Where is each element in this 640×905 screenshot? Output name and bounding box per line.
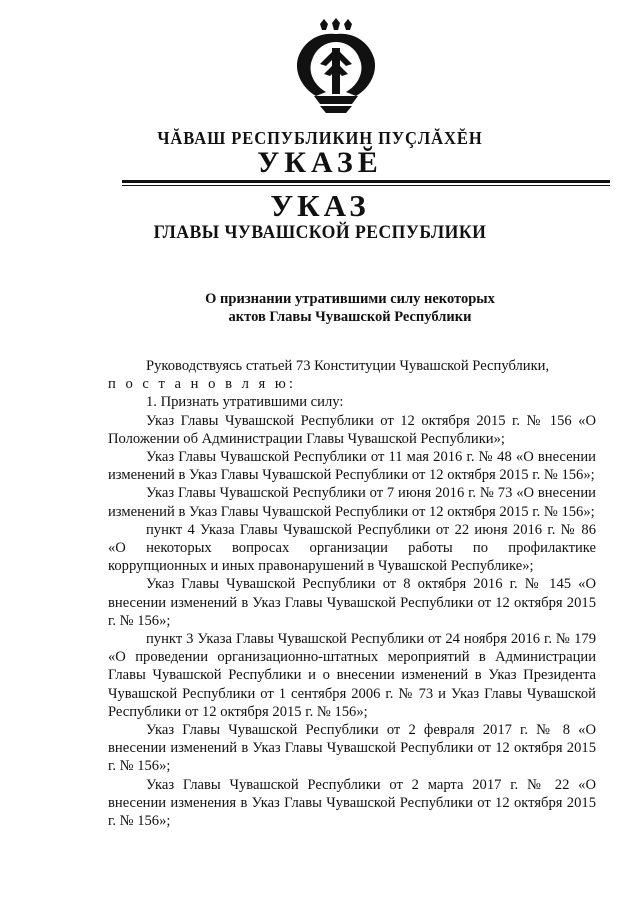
paragraph: Указ Главы Чувашской Республики от 7 июня 2016 г. № 73 «О внесении изменений в Указ Главы Чувашской Республики от 12 октября 2015 г. № 156»; [108, 485, 596, 520]
paragraph: Указ Главы Чувашской Республики от 2 марта 2017 г. № 22 «О внесении изменения в Указ Главы Чувашской Республики от 12 октября 2015 г. № 156»; [108, 776, 596, 830]
header-subtitle: ГЛАВЫ ЧУВАШСКОЙ РЕСПУБЛИКИ [153, 222, 487, 243]
header-divider-thin [122, 185, 610, 186]
paragraph: Указ Главы Чувашской Республики от 8 октября 2016 г. № 145 «О внесении изменений в Указ Главы Чувашской Республики от 12 октября 2015 г. № 156»; [108, 576, 596, 629]
header-divider-thick [122, 180, 610, 183]
postanovlyau: п о с т а н о в л я ю: [108, 376, 296, 393]
document-title-line-2: актов Главы Чувашской Республики [228, 309, 472, 325]
paragraph: Указ Главы Чувашской Республики от 11 мая 2016 г. № 48 «О внесении изменений в Указ Главы Чувашской Республики от 12 октября 2015 г. № 156»; [108, 449, 596, 484]
document-title-line-1: О признании утратившими силу некоторых [205, 291, 495, 307]
paragraph: Указ Главы Чувашской Республики от 12 октября 2015 г. № 156 «О Положении об Администрации Главы Чувашской Республики»; [108, 412, 596, 447]
header-chuvash-title: ЧĂВАШ РЕСПУБЛИКИН ПУÇЛĂХĔН [157, 128, 483, 148]
paragraph: Указ Главы Чувашской Республики от 2 февраля 2017 г. № 8 «О внесении изменений в Указ Главы Чувашской Республики от 12 октября 2015 г. № 156»; [108, 722, 596, 775]
header-ukaz: УКАЗ [270, 188, 370, 223]
paragraph: пункт 4 Указа Главы Чувашской Республики от 22 июня 2016 г. № 86 «О некоторых вопросах организации работы по профилактике коррупционных и иных правонарушений в Чувашской Республике»; [108, 521, 596, 575]
document-title [150, 290, 550, 326]
item-1: 1. Признать утратившими силу: [146, 394, 344, 411]
preamble: Руководствуясь статьей 73 Конституции Чувашской Республики, [146, 358, 550, 374]
document-body [108, 357, 596, 830]
header-chuvash-ukaz: УКАЗĔ [257, 146, 383, 179]
paragraph: пункт 3 Указа Главы Чувашской Республики от 24 ноября 2016 г. № 179 «О проведении организационно-штатных мероприятий в Администрации Главы Чувашской Республики и о внесении изменений в Указ Президента Чувашской Республики от 1 сентября 2006 г. № 73 и Указ Главы Чувашской Республики от 12 октября 2015 г. № 156»; [108, 631, 596, 720]
coat-of-arms-emblem [290, 18, 382, 116]
